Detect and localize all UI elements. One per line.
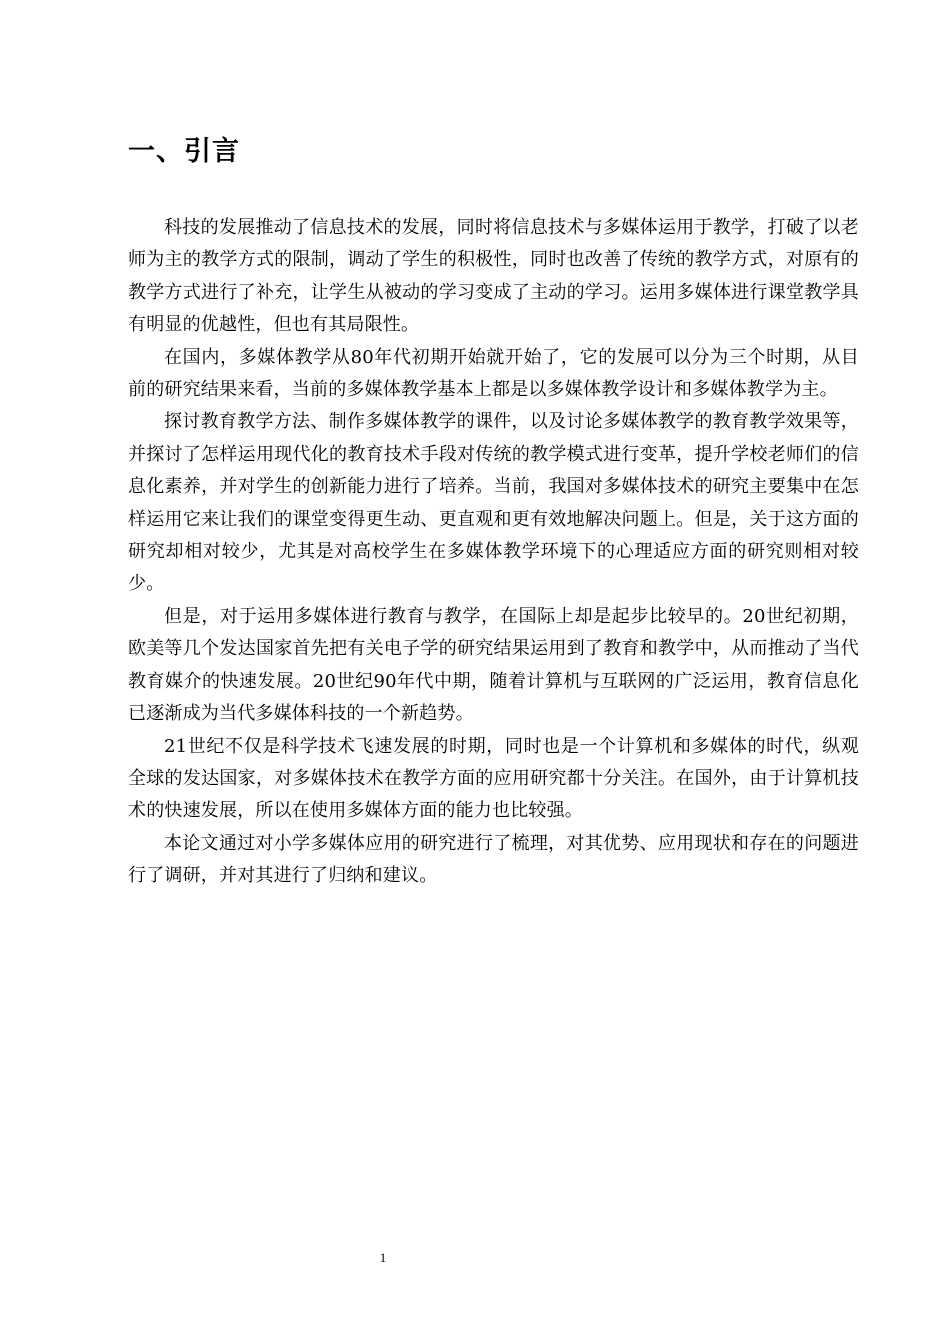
paragraph: 本论文通过对小学多媒体应用的研究进行了梳理，对其优势、应用现状和存在的问题进行了调研，并对其进行了归纳和建议。 [128,832,859,887]
paragraph: 但是，对于运用多媒体进行教育与教学，在国际上却是起步比较早的。20世纪初期，欧美等几个发达国家首先把有关电子学的研究结果运用到了教育和教学中，从而推动了当代教育媒介的快速发展。20世纪90年代中期，随着计算机与互联网的广泛运用，教育信息化已逐渐成为当代多媒体科技的一个新趋势。 [128,605,859,725]
paragraph: 探讨教育教学方法、制作多媒体教学的课件，以及讨论多媒体教学的教育教学效果等，并探讨了怎样运用现代化的教育技术手段对传统的教学模式进行变革，提升学校老师们的信息化素养，并对学生的创新能力进行了培养。当前，我国对多媒体技术的研究主要集中在怎样运用它来让我们的课堂变得更生动、更直观和更有效地解决问题上。但是，关于这方面的研究却相对较少，尤其是对高校学生在多媒体教学环境下的心理适应方面的研究则相对较少。 [128,411,859,595]
page-number: 1 [379,1250,387,1265]
paragraph: 在国内，多媒体教学从80年代初期开始就开始了，它的发展可以分为三个时期，从目前的研究结果来看，当前的多媒体教学基本上都是以多媒体教学设计和多媒体教学为主。 [128,346,859,401]
section-heading: 一、引言 [128,136,240,167]
paragraph: 科技的发展推动了信息技术的发展，同时将信息技术与多媒体运用于教学，打破了以老师为主的教学方式的限制，调动了学生的积极性，同时也改善了传统的教学方式，对原有的教学方式进行了补充，让学生从被动的学习变成了主动的学习。运用多媒体进行课堂教学具有明显的优越性，但也有其局限性。 [128,217,859,336]
paragraph: 21世纪不仅是科学技术飞速发展的时期，同时也是一个计算机和多媒体的时代，纵观全球的发达国家，对多媒体技术在教学方面的应用研究都十分关注。在国外，由于计算机技术的快速发展，所以在使用多媒体方面的能力也比较强。 [128,735,859,822]
body-text [128,212,859,893]
